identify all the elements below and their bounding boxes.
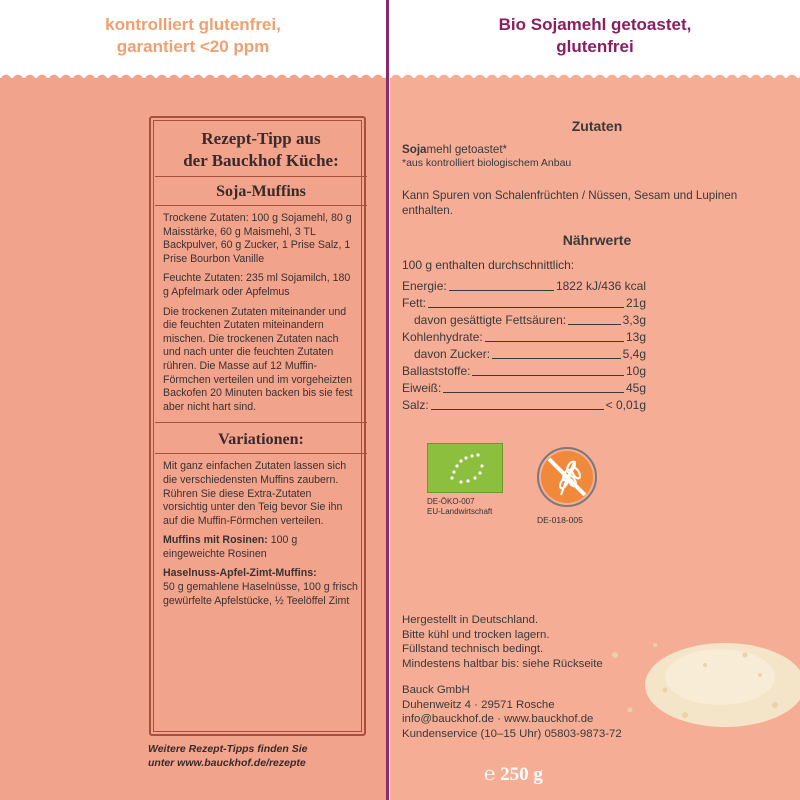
recipe-footer-line1: Weitere Rezept-Tipps finden Sie xyxy=(148,743,308,755)
company-service: Kundenservice (10–15 Uhr) 05803-9873-72 xyxy=(402,727,622,740)
ingredients-list xyxy=(402,142,792,157)
nutrition-row xyxy=(402,346,646,363)
nutrition-value: 21g xyxy=(625,296,646,310)
eu-leaf-icon xyxy=(428,444,504,494)
nutrition-leader-line xyxy=(449,290,554,291)
variations-text: Mit ganz einfachen Zutaten lassen sich die verschiedensten Muffins zaubern. Rühren Sie diese Extra-Zutaten vorsichtig unter den Teig bevor Sie ihn auf die Muffin-Förmchen verteilen. xyxy=(163,460,347,527)
eu-organic-logo xyxy=(427,443,503,493)
info-fill: Füllstand technisch bedingt. xyxy=(402,643,544,656)
nutrition-label: Eiweiß: xyxy=(402,381,442,395)
scallop-border-right xyxy=(390,72,800,80)
header-left-line1: kontrolliert glutenfrei, xyxy=(105,15,281,34)
product-info xyxy=(402,118,792,414)
nutrition-label: davon Zucker: xyxy=(414,347,491,361)
recipe-section xyxy=(163,128,359,608)
nutrition-value: 45g xyxy=(625,381,646,395)
nutrition-value: < 0,01g xyxy=(605,398,646,412)
variation-hazelnut-text: 50 g gemahlene Haselnüsse, 100 g frisch gewürfelte Apfelstücke, ½ Teelöffel Zimt xyxy=(163,581,358,607)
nutrition-row xyxy=(402,380,646,397)
nutrition-leader-line xyxy=(428,307,624,308)
nutrition-leader-line xyxy=(443,392,624,393)
nutrition-value: 10g xyxy=(625,364,646,378)
info-origin: Hergestellt in Deutschland. xyxy=(402,614,539,626)
nutrition-row xyxy=(402,397,646,414)
gluten-free-caption: DE-018-005 xyxy=(537,515,583,525)
nutrition-row xyxy=(402,278,646,295)
nutrition-value: 5,4g xyxy=(622,347,646,361)
eu-logo-caption xyxy=(427,497,492,517)
company-web: info@bauckhof.de · www.bauckhof.de xyxy=(402,713,594,726)
nutrition-table xyxy=(402,278,646,414)
recipe-wet-ingredients: Feuchte Zutaten: 235 ml Sojamilch, 180 g Apfelmark oder Apfelmus xyxy=(163,272,351,298)
nutrition-label: Ballaststoffe: xyxy=(402,364,471,378)
recipe-divider xyxy=(155,176,367,177)
nutrition-row xyxy=(402,312,646,329)
variations-title: Variationen: xyxy=(218,431,304,449)
ingredients-note: *aus kontrolliert biologischem Anbau xyxy=(402,157,572,169)
variation-raisins-text: 100 g eingeweichte Rosinen xyxy=(163,534,298,560)
nutrition-label: Kohlenhydrate: xyxy=(402,330,483,344)
crossed-grain-icon xyxy=(535,445,599,509)
recipe-footer-line2: unter www.bauckhof.de/rezepte xyxy=(148,757,306,769)
variation-raisins xyxy=(163,534,359,561)
nutrition-row xyxy=(402,329,646,346)
variation-hazelnut-label: Haselnuss-Apfel-Zimt-Muffins: xyxy=(163,567,317,580)
ingredients-title: Zutaten xyxy=(571,118,623,134)
panel-divider xyxy=(386,0,389,800)
header-right xyxy=(390,0,800,76)
nutrition-label: Fett: xyxy=(402,296,427,310)
nutrition-title: Nährwerte xyxy=(562,232,632,248)
recipe-footer xyxy=(148,742,368,770)
nutrition-label: Energie: xyxy=(402,279,447,293)
ingredient-soja-bold: Soja xyxy=(402,143,427,156)
allergen-traces: Kann Spuren von Schalenfrüchten / Nüssen, Sesam und Lupinen enthalten. xyxy=(402,189,738,217)
eu-caption-code: DE-ÖKO-007 xyxy=(427,497,475,506)
product-title-line1: Bio Sojamehl getoastet, xyxy=(498,15,692,34)
nutrition-leader-line xyxy=(485,341,624,342)
product-title-line2: glutenfrei xyxy=(556,37,634,56)
net-weight: ℮ 250 g xyxy=(484,764,543,785)
recipe-subtitle: Soja-Muffins xyxy=(216,183,306,200)
recipe-method: Die trockenen Zutaten miteinander und die feuchten Zutaten miteinandern mischen. Die trockenen Zutaten nach und nach unter die feuchten Zutaten rühren. Die Masse auf 12 Muffin-Förmchen verteilen und im vorgeheizten Backofen 20 Minuten backen bis sie fest aber nicht hart sind. xyxy=(163,305,353,413)
company-street: Duhenweitz 4 · 29571 Rosche xyxy=(402,698,555,711)
variation-hazelnut xyxy=(163,567,359,608)
nutrition-row xyxy=(402,363,646,380)
nutrition-leader-line xyxy=(472,375,623,376)
recipe-title-line1: Rezept-Tipp aus xyxy=(201,129,321,148)
eu-caption-origin: EU-Landwirtschaft xyxy=(427,507,493,516)
header-left xyxy=(0,0,386,76)
storage-info xyxy=(402,613,652,671)
header-left-line2: garantiert <20 ppm xyxy=(116,37,270,56)
nutrition-leader-line xyxy=(568,324,621,325)
recipe-divider xyxy=(155,205,367,206)
ingredient-soja-rest: mehl getoastet* xyxy=(426,143,508,156)
nutrition-leader-line xyxy=(431,409,604,410)
info-storage: Bitte kühl und trocken lagern. xyxy=(402,628,550,641)
nutrition-value: 3,3g xyxy=(622,313,646,327)
recipe-title-line2: der Bauckhof Küche: xyxy=(183,151,339,170)
gluten-free-logo xyxy=(535,445,599,509)
nutrition-leader-line xyxy=(492,358,621,359)
nutrition-subtitle: 100 g enthalten durchschnittlich: xyxy=(402,258,575,272)
nutrition-row xyxy=(402,295,646,312)
nutrition-value: 1822 kJ/436 kcal xyxy=(555,279,646,293)
nutrition-label: Salz: xyxy=(402,398,429,412)
recipe-dry-ingredients: Trockene Zutaten: 100 g Sojamehl, 80 g Maisstärke, 60 g Maismehl, 3 TL Backpulver, 60 g Zucker, 1 Prise Salz, 1 Prise Bourbon Vanille xyxy=(163,212,352,265)
recipe-divider xyxy=(155,422,367,423)
company-info xyxy=(402,683,662,741)
company-name: Bauck GmbH xyxy=(402,684,470,696)
nutrition-label: davon gesättigte Fettsäuren: xyxy=(414,313,567,327)
info-best-before: Mindestens haltbar bis: siehe Rückseite xyxy=(402,657,603,670)
variation-raisins-label: Muffins mit Rosinen: xyxy=(163,534,268,547)
scallop-border-left xyxy=(0,72,386,80)
nutrition-value: 13g xyxy=(625,330,646,344)
recipe-divider xyxy=(155,453,367,454)
